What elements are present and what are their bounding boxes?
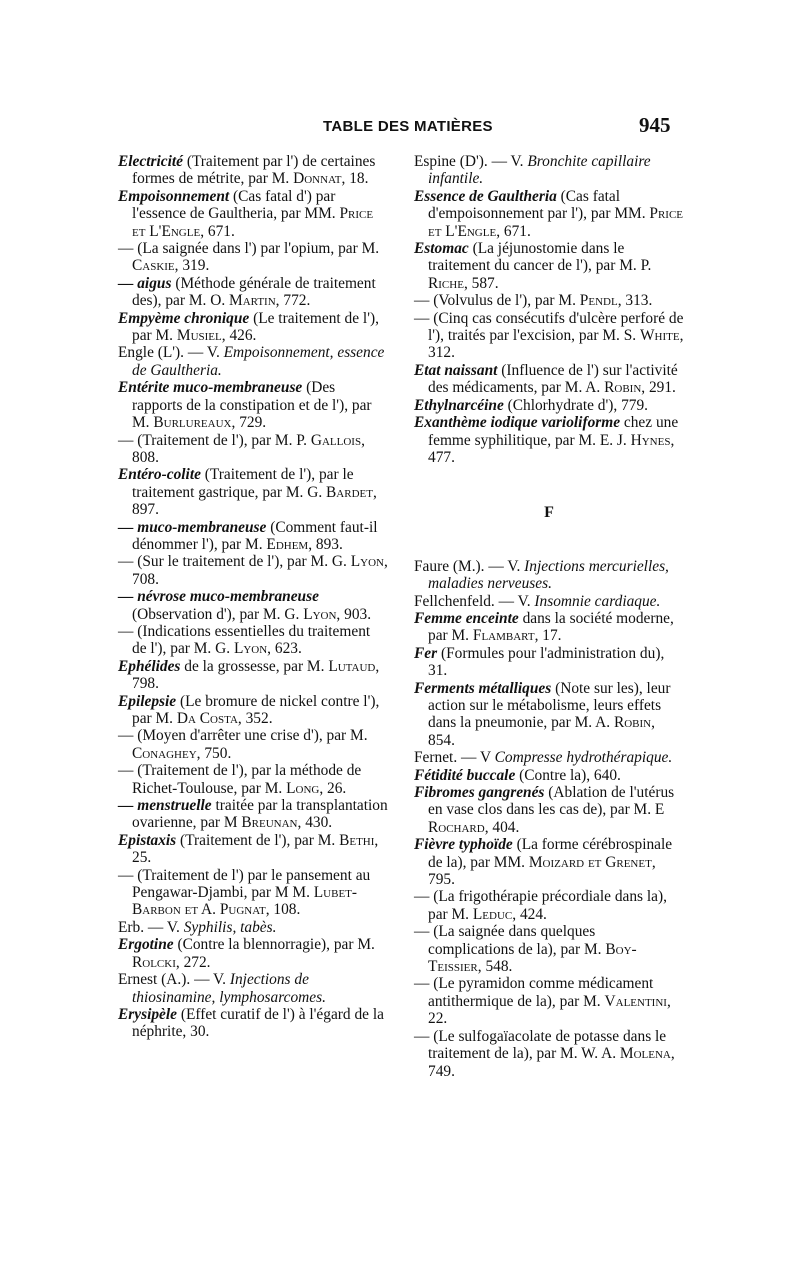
entry-text: traitée par la transplantation ovarienne, par M [132, 797, 388, 832]
entry-ref: , 108. [265, 901, 301, 919]
entry-ref: , 313. [617, 292, 653, 310]
entry-author: Hynes [630, 431, 671, 449]
index-entry [414, 558, 684, 593]
entry-ref: , 750. [196, 744, 232, 762]
entry-head: Ethylnarcéine [414, 396, 504, 414]
entry-ref: , 623. [267, 640, 302, 658]
index-entry [414, 923, 684, 975]
entry-text: — (Cinq cas consécutifs d'ulcère perforé de l'), traités par l'excision, par M. S. [414, 309, 684, 345]
index-entry [118, 275, 388, 310]
entry-author: Lyon [303, 605, 337, 623]
entry-text: Espine (D'). — V. [414, 153, 528, 170]
index-entry [118, 658, 388, 693]
entry-text: Fernet. — V [414, 749, 495, 767]
right-column [414, 153, 684, 1080]
entry-text: — (Traitement de l'), par M. P. [118, 431, 311, 449]
entry-text: (Effet curatif de l') à l'égard de la néphrite, 30. [132, 1005, 384, 1041]
entry-author: Burlureaux [153, 414, 232, 432]
index-entry [118, 379, 388, 431]
page-number: 945 [639, 113, 671, 137]
entry-text: (Comment faut-il dénommer l'), par M. [132, 518, 378, 553]
entry-text: (La forme cérébrospinale de la), par MM. [428, 836, 673, 871]
entry-ref: , 587. [463, 274, 499, 292]
entry-text: (Traitement de l'), par le traitement gastrique, par M. G. [132, 466, 354, 501]
entry-head: — aigus [118, 274, 172, 292]
index-entry [414, 784, 684, 836]
entry-head: Fièvre typhoïde [414, 836, 513, 854]
entry-head: Epistaxis [118, 831, 177, 849]
entry-head: Empoisonnement [118, 187, 230, 205]
entry-head: Estomac [414, 240, 469, 258]
entry-ref: , 708. [132, 553, 388, 588]
entry-text: — (La saignée dans quelques complications de la), par M. [414, 923, 606, 958]
entry-ref: , 798. [132, 657, 380, 693]
index-entry [118, 466, 388, 518]
entry-text: (Contre la), 640. [515, 766, 621, 784]
left-column [118, 153, 388, 1041]
entry-head: Entérite muco-membraneuse [118, 379, 303, 397]
entry-author: Robin [613, 714, 652, 732]
index-entry [118, 344, 388, 379]
entry-author: Lyon [233, 640, 268, 658]
entry-text: — (Le pyramidon comme médicament antithermique de la), par M. [414, 975, 654, 1010]
entry-ref: , 772. [275, 292, 311, 310]
entry-ref: Injections mercurielles, maladies nerveuses. [428, 557, 669, 593]
entry-head: Fibromes gangrenés [414, 784, 545, 801]
entry-author: Robin [604, 379, 642, 397]
entry-ref: Compresse hydrothérapique. [494, 749, 673, 767]
entry-ref: , 352. [237, 710, 273, 727]
entry-author: Leduc [472, 905, 513, 923]
index-entry [118, 867, 388, 919]
entry-text: — (Traitement de l'), par la méthode de Richet-Toulouse, par M. [118, 762, 362, 797]
entry-ref: , 22. [428, 992, 671, 1028]
entry-head: Ephélides [118, 657, 181, 675]
entry-text: (Cas fatal d') par l'essence de Gaultheria, par MM. [132, 187, 340, 223]
entry-head: Femme enceinte [414, 609, 519, 627]
entry-head: Ergotine [118, 936, 174, 954]
entry-head: Erysipèle [118, 1005, 177, 1023]
index-entry [414, 310, 684, 362]
entry-author: Da Costa [176, 710, 238, 727]
entry-author: Caskie [132, 257, 175, 275]
index-entry [118, 919, 388, 936]
index-entry [414, 414, 684, 466]
entry-ref: , 897. [132, 483, 377, 519]
entry-head: — névrose muco-membraneuse [118, 588, 319, 606]
index-entry [414, 188, 684, 240]
index-entry [118, 971, 388, 1006]
entry-text: Fellchenfeld. — V. [414, 592, 535, 610]
index-entry [118, 553, 388, 588]
entry-text: de la grossesse, par M. [180, 657, 329, 675]
section-letter: F [544, 504, 554, 522]
entry-text: (Chlorhydrate d'), 779. [503, 396, 649, 414]
entry-author: Flambart [472, 627, 535, 645]
entry-ref: , 548. [477, 958, 513, 976]
index-entry [118, 762, 388, 797]
index-entry [414, 240, 684, 292]
entry-ref: , 893. [308, 535, 343, 553]
entry-author: Lutaud [328, 657, 376, 675]
entry-text: — (La frigothérapie précordiale dans la), par M. [414, 888, 667, 923]
entry-ref: , 671. [200, 222, 235, 240]
entry-text: — (Sur le traitement de l'), par M. G. [118, 553, 351, 571]
entry-head: Exanthème iodique varioliforme [414, 414, 621, 432]
index-entry [414, 975, 684, 1027]
index-entry [118, 432, 388, 467]
entry-text: Erb. — V. [118, 918, 184, 936]
entry-author: Rolcki [132, 953, 176, 971]
entry-author: Conaghey [132, 744, 197, 762]
entry-author: Martin [229, 292, 276, 310]
entry-ref: , 291. [641, 379, 676, 397]
entry-author: Bardet [326, 483, 373, 501]
entry-text: Ernest (A.). — V. [118, 971, 230, 989]
entry-ref: , 18. [341, 170, 369, 188]
index-entry [414, 836, 684, 888]
entry-text: — (Indications essentielles du traitement de l'), par M. G. [118, 622, 371, 658]
entry-ref: , 424. [512, 905, 547, 923]
entry-author: Long [286, 779, 320, 797]
index-entry [118, 588, 388, 623]
entry-ref: Bronchite capillaire infantile. [428, 153, 651, 188]
index-entry [414, 1028, 684, 1080]
entry-ref: , 477. [428, 431, 675, 466]
entry-author: Musiel [176, 327, 222, 345]
index-entry [414, 680, 684, 750]
index-entry [414, 153, 684, 188]
entry-author: Moizard et Grenet [528, 853, 652, 871]
index-entry [414, 397, 684, 414]
entry-ref: , 426. [221, 327, 257, 345]
entry-author: Price et L'Engle [132, 205, 374, 240]
index-entry [118, 1006, 388, 1041]
entry-head: — menstruelle [118, 797, 212, 815]
entry-head: Essence de Gaultheria [414, 187, 557, 205]
entry-head: Electricité [118, 153, 183, 170]
index-entry [118, 519, 388, 554]
entry-ref: , 854. [428, 714, 655, 749]
entry-ref: , 795. [428, 853, 656, 889]
section-e-entries [414, 153, 684, 466]
entry-ref: , 272. [175, 953, 211, 971]
entry-text: (Traitement par l') de certaines formes de métrite, par M. [132, 153, 376, 188]
index-entry [118, 797, 388, 832]
entry-author: White [640, 327, 680, 345]
entry-text: Faure (M.). — V. [414, 557, 525, 575]
entry-text: (Le traitement de l'), par M. [132, 309, 379, 345]
section-f-entries [414, 558, 684, 1080]
entry-author: Donnat [293, 170, 342, 188]
index-entry [118, 623, 388, 658]
entry-text: (Formules pour l'administration du), 31. [428, 644, 665, 680]
entry-text: (Méthode générale de traitement des), par M. O. [132, 274, 376, 310]
index-entry [118, 832, 388, 867]
entry-head: Etat naissant [414, 361, 498, 379]
entry-head: Epilepsie [118, 692, 177, 710]
index-entry [414, 888, 684, 923]
entry-ref: Injections de thiosinamine, lymphosarcomes. [132, 971, 326, 1006]
entry-author: Gallois [310, 431, 362, 449]
entry-ref: , 319. [174, 257, 210, 275]
entry-text: — (La saignée dans l') par l'opium, par M. [118, 240, 380, 258]
index-entry [118, 240, 388, 275]
running-title: TABLE DES MATIÈRES [323, 118, 493, 135]
entry-text: (Des rapports de la constipation et de l'), par M. [132, 379, 372, 432]
index-entry [118, 310, 388, 345]
entry-text: — (Volvulus de l'), par M. [414, 292, 580, 310]
index-entry [414, 593, 684, 610]
entry-text: (Observation d'), par M. G. [132, 605, 304, 623]
entry-text: Engle (L'). — V. [118, 344, 224, 362]
entry-text: (Contre la blennorragie), par M. [173, 936, 375, 954]
entry-text: dans la société moderne, par M. [428, 609, 674, 645]
index-entry [414, 767, 684, 784]
index-entry [414, 610, 684, 645]
index-entry [118, 727, 388, 762]
entry-author: Valentini [604, 992, 667, 1010]
entry-text: — (Le sulfogaïacolate de potasse dans le traitement de la), par M. W. A. [414, 1027, 667, 1063]
entry-head: Fer [414, 644, 438, 662]
entry-text: (La jéjunostomie dans le traitement du cancer de l'), par M. P. [428, 240, 652, 275]
entry-text: chez une femme syphilitique, par M. E. J. [428, 414, 679, 449]
entry-text: (Le bromure de nickel contre l'), par M. [132, 692, 380, 727]
entry-text: — (Moyen d'arrêter une crise d'), par M. [118, 727, 368, 745]
entry-text: (Cas fatal d'empoisonnement par l'), par MM. [428, 187, 650, 223]
entry-ref: , 26. [319, 779, 347, 797]
index-entry [414, 749, 684, 766]
entry-ref: , 671. [496, 222, 531, 240]
entry-ref: , 312. [428, 327, 684, 362]
index-entry [414, 645, 684, 680]
index-entry [414, 362, 684, 397]
index-entry [118, 693, 388, 728]
entry-ref: Empoisonnement, essence de Gaultheria. [132, 344, 385, 379]
index-entry [118, 188, 388, 240]
entry-head: Entéro-colite [118, 466, 201, 484]
entry-ref: Insomnie cardiaque. [534, 592, 661, 610]
index-entry [118, 936, 388, 971]
entry-text: (Ablation de l'utérus en vase clos dans les cas de), par M. E [428, 784, 675, 819]
entry-ref: , 729. [231, 414, 267, 432]
entry-text: (Influence de l') sur l'activité des médicaments, par M. A. [428, 361, 678, 397]
index-entry [414, 292, 684, 309]
entry-author: Boy-Teissier [428, 940, 637, 976]
entry-author: Breunan [241, 814, 298, 832]
entry-author: Lyon [350, 553, 384, 571]
entry-author: Lubet-Barbon et A. Pugnat [132, 884, 358, 919]
entry-ref: , 749. [428, 1045, 675, 1080]
entry-author: Bethi [339, 831, 375, 849]
entry-head: — muco-membraneuse [118, 518, 267, 536]
entry-head: Empyème chronique [118, 309, 250, 327]
entry-author: Riche [428, 274, 464, 292]
entry-text: (Traitement de l'), par M. [176, 831, 340, 849]
entry-ref: , 17. [534, 627, 562, 645]
entry-author: Pendl [579, 292, 618, 310]
entry-ref: , 404. [484, 818, 520, 836]
entry-text: — (Traitement de l') par le pansement au Pengawar-Djambi, par M M. [118, 866, 371, 902]
entry-ref: , 808. [132, 431, 365, 466]
entry-ref: , 430. [297, 814, 333, 832]
entry-ref: , 25. [132, 831, 379, 867]
entry-ref: Syphilis, tabès. [183, 918, 277, 936]
entry-author: Price et L'Engle [428, 205, 684, 240]
entry-author: Rochard [428, 818, 485, 836]
entry-author: Molena [619, 1045, 671, 1063]
entry-author: Edhem [266, 535, 309, 553]
entry-ref: , 903. [336, 605, 372, 623]
entry-text: (Note sur les), leur action sur le métabolisme, leurs effets dans la pneumonie, par M. A. [428, 679, 671, 732]
running-header [0, 112, 800, 142]
index-entry [118, 153, 388, 188]
entry-head: Fétidité buccale [414, 766, 516, 784]
entry-head: Ferments métalliques [414, 679, 552, 697]
